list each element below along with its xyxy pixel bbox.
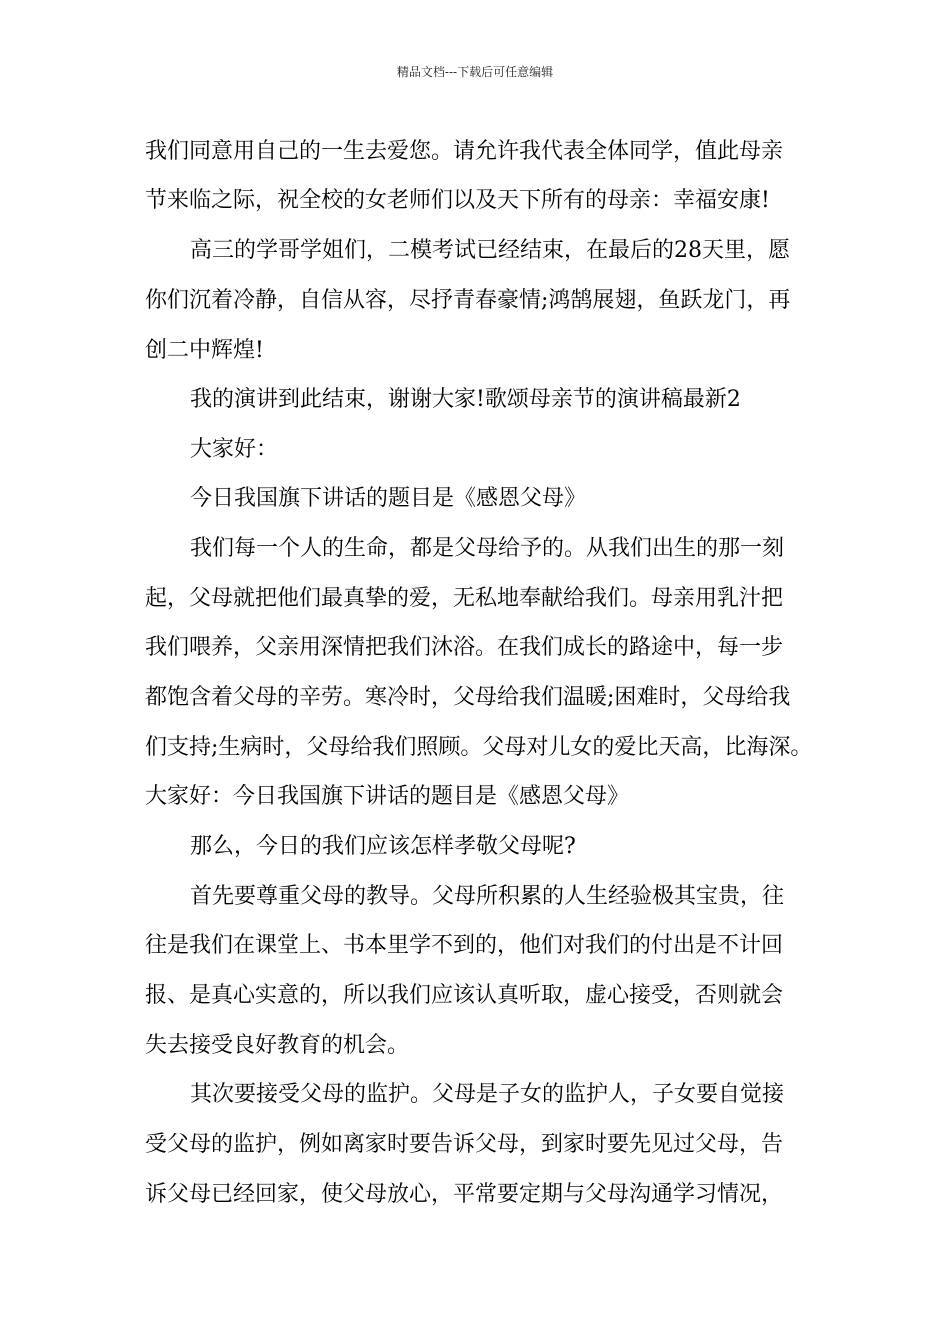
- page-header: 精品文档---下载后可任意编辑: [396, 65, 554, 79]
- text-line: 首先要尊重父母的教导。父母所积累的人生经验极其宝贵，往: [190, 884, 785, 909]
- text-line: 们支持;生病时，父母给我们照顾。父母对儿女的爱比天高，比海深。: [145, 735, 813, 760]
- text-line: 我们同意用自己的一生去爱您。请允许我代表全体同学，值此母亲: [145, 139, 784, 164]
- text-line: 往是我们在课堂上、书本里学不到的，他们对我们的付出是不计回: [145, 933, 784, 958]
- text-line: 大家好：今日我国旗下讲话的题目是《感恩父母》: [145, 784, 630, 809]
- text-line: 失去接受良好教育的机会。: [145, 1033, 410, 1058]
- text-line: 我的演讲到此结束，谢谢大家!歌颂母亲节的演讲稿最新2: [190, 387, 741, 412]
- text-line: 那么，今日的我们应该怎样孝敬父母呢?: [190, 834, 576, 859]
- text-line: 受父母的监护，例如离家时要告诉父母，到家时要先见过父母，告: [145, 1132, 784, 1157]
- text-line: 都饱含着父母的辛劳。寒冷时，父母给我们温暖;困难时，父母给我: [145, 685, 791, 710]
- text-line: 我们每一个人的生命，都是父母给予的。从我们出生的那一刻: [190, 536, 785, 561]
- text-line: 其次要接受父母的监护。父母是子女的监护人，子女要自觉接: [190, 1082, 785, 1107]
- text-line: 节来临之际，祝全校的女老师们以及天下所有的母亲：幸福安康!: [145, 188, 770, 213]
- text-line: 今日我国旗下讲话的题目是《感恩父母》: [190, 486, 587, 511]
- text-line: 我们喂养，父亲用深情把我们沐浴。在我们成长的路途中，每一步: [145, 635, 784, 660]
- text-line: 报、是真心实意的，所以我们应该认真听取，虚心接受，否则就会: [145, 983, 784, 1008]
- text-line: 起，父母就把他们最真挚的爱，无私地奉献给我们。母亲用乳汁把: [145, 586, 784, 611]
- text-line: 大家好：: [190, 437, 279, 462]
- text-line: 诉父母已经回家，使父母放心，平常要定期与父母沟通学习情况，: [145, 1182, 784, 1207]
- text-line: 你们沉着冷静，自信从容，尽抒青春豪情;鸿鹄展翅，鱼跃龙门，再: [145, 288, 791, 313]
- text-line: 创二中辉煌!: [145, 338, 264, 363]
- text-line: 高三的学哥学姐们，二模考试已经结束，在最后的28天里，愿: [190, 238, 790, 263]
